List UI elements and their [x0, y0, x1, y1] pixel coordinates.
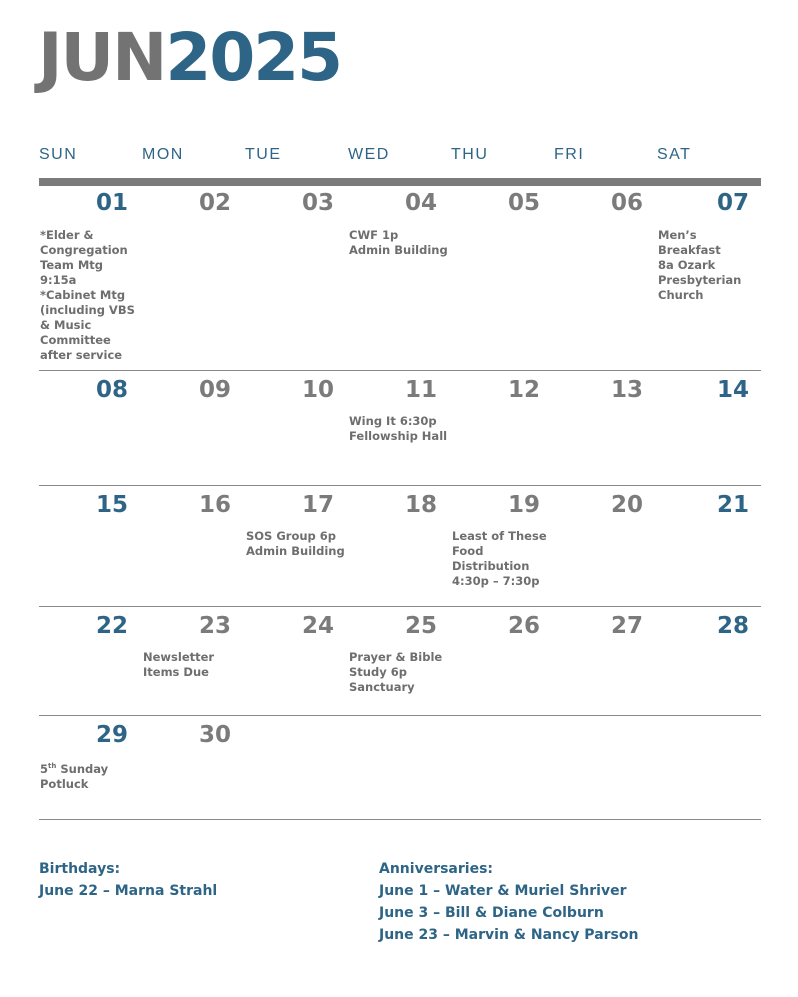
- day-number: 10: [301, 377, 334, 403]
- day-cell: [554, 371, 657, 485]
- day-number: 23: [198, 613, 231, 639]
- day-cell: [245, 186, 348, 370]
- day-cell: [657, 371, 760, 485]
- anniversary-item: June 3 – Bill & Diane Colburn: [379, 905, 604, 921]
- day-cell: [142, 186, 245, 370]
- title-year: 2025: [165, 19, 342, 96]
- day-number: 30: [198, 722, 231, 748]
- day-event: SOS Group 6p Admin Building: [246, 529, 345, 558]
- day-cell: [142, 716, 245, 819]
- day-number: 02: [198, 190, 231, 216]
- day-number: 03: [301, 190, 334, 216]
- day-cell: [451, 186, 554, 370]
- day-cell: [39, 607, 142, 715]
- day-cell: [245, 486, 348, 606]
- day-number: 27: [610, 613, 643, 639]
- day-number: 28: [716, 613, 749, 639]
- day-event: Men’s Breakfast 8a Ozark Presbyterian Church: [658, 228, 742, 302]
- day-cell: [348, 186, 451, 370]
- day-cell: [348, 371, 451, 485]
- calendar-week-5: [39, 716, 761, 820]
- calendar-top-bar: [39, 178, 761, 186]
- day-cell: [142, 607, 245, 715]
- anniversary-item: June 1 – Water & Muriel Shriver: [379, 883, 627, 899]
- day-event: 5th Sunday Potluck: [40, 761, 109, 791]
- day-number: 24: [301, 613, 334, 639]
- day-cell: [451, 486, 554, 606]
- day-cell: [39, 186, 142, 370]
- day-event: *Elder & Congregation Team Mtg 9:15a *Cabinet Mtg (including VBS & Music Committee after service: [40, 228, 135, 362]
- calendar-week-2: [39, 371, 761, 486]
- day-event: Prayer & Bible Study 6p Sanctuary: [349, 650, 443, 694]
- calendar-week-3: [39, 486, 761, 607]
- day-event: Least of These Food Distribution 4:30p – 7:30p: [452, 529, 547, 588]
- day-number: 08: [95, 377, 128, 403]
- day-cell: [554, 486, 657, 606]
- birthdays-heading: Birthdays:: [39, 861, 121, 877]
- title-month: JUN: [38, 19, 166, 96]
- day-cell: [142, 371, 245, 485]
- day-number: 26: [507, 613, 540, 639]
- calendar-week-4: [39, 607, 761, 716]
- day-number: 13: [610, 377, 643, 403]
- day-cell: [142, 486, 245, 606]
- day-number: 19: [507, 492, 540, 518]
- day-cell: [451, 371, 554, 485]
- day-number: 01: [95, 190, 128, 216]
- weekday-thu: THU: [451, 146, 489, 163]
- calendar-week-1: [39, 186, 761, 371]
- birthday-item: June 22 – Marna Strahl: [39, 883, 218, 899]
- page-title: [38, 18, 341, 98]
- day-event: CWF 1p Admin Building: [349, 228, 448, 257]
- day-cell: [451, 607, 554, 715]
- weekday-sat: SAT: [657, 146, 692, 163]
- anniversaries-heading: Anniversaries:: [379, 861, 494, 877]
- day-cell: [554, 186, 657, 370]
- day-cell: [348, 486, 451, 606]
- day-number: 29: [95, 722, 128, 748]
- day-cell: [39, 716, 142, 819]
- day-cell: [39, 371, 142, 485]
- weekday-sun: SUN: [39, 146, 78, 163]
- day-number: 04: [404, 190, 437, 216]
- day-event: Wing It 6:30p Fellowship Hall: [349, 414, 448, 443]
- day-number: 07: [716, 190, 749, 216]
- anniversary-item: June 23 – Marvin & Nancy Parson: [379, 927, 639, 943]
- weekday-mon: MON: [142, 146, 184, 163]
- weekday-fri: FRI: [554, 146, 585, 163]
- day-cell: [554, 607, 657, 715]
- day-cell: [39, 486, 142, 606]
- weekday-header-row: [39, 146, 761, 168]
- day-number: 21: [716, 492, 749, 518]
- weekday-wed: WED: [348, 146, 390, 163]
- day-number: 22: [95, 613, 128, 639]
- day-cell: [348, 607, 451, 715]
- day-event: Newsletter Items Due: [143, 650, 215, 679]
- day-number: 16: [198, 492, 231, 518]
- day-number: 11: [404, 377, 437, 403]
- day-number: 25: [404, 613, 437, 639]
- day-number: 20: [610, 492, 643, 518]
- day-cell: [657, 607, 760, 715]
- weekday-tue: TUE: [245, 146, 282, 163]
- day-cell: [245, 607, 348, 715]
- anniversaries-section: [379, 858, 638, 946]
- birthdays-section: [39, 858, 217, 902]
- day-number: 17: [301, 492, 334, 518]
- day-cell: [657, 486, 760, 606]
- day-number: 18: [404, 492, 437, 518]
- day-number: 14: [716, 377, 749, 403]
- day-number: 12: [507, 377, 540, 403]
- day-number: 09: [198, 377, 231, 403]
- day-number: 15: [95, 492, 128, 518]
- day-cell: [245, 371, 348, 485]
- day-cell: [657, 186, 760, 370]
- day-number: 06: [610, 190, 643, 216]
- day-number: 05: [507, 190, 540, 216]
